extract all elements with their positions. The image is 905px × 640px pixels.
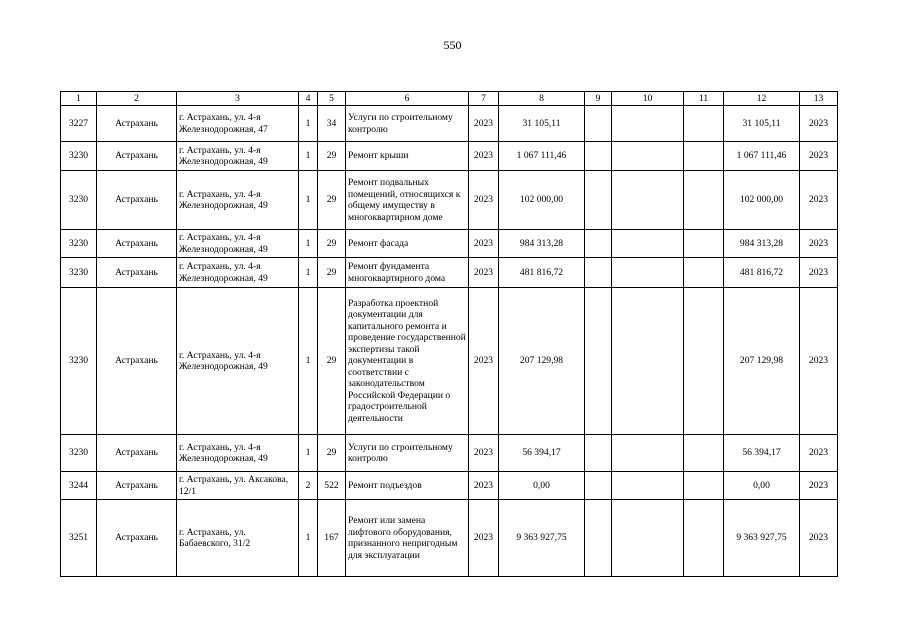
column-number: 7	[469, 92, 499, 106]
cell-year-end: 2023	[800, 288, 838, 435]
cell-col9	[585, 435, 612, 472]
page-number: 550	[443, 38, 462, 52]
cell-year: 2023	[469, 106, 499, 142]
cell-year-end: 2023	[800, 171, 838, 230]
cell-id: 3230	[61, 230, 97, 258]
cell-col5: 167	[318, 500, 346, 577]
cell-col4: 1	[299, 230, 318, 258]
cell-id: 3244	[61, 472, 97, 500]
cell-col10	[612, 171, 684, 230]
cell-col10	[612, 288, 684, 435]
cell-city: Астрахань	[97, 500, 177, 577]
cell-col10	[612, 258, 684, 288]
cell-id: 3230	[61, 171, 97, 230]
cell-year: 2023	[469, 288, 499, 435]
cell-cost: 102 000,00	[499, 171, 585, 230]
cell-col5: 29	[318, 171, 346, 230]
table-row	[61, 288, 838, 435]
cell-col5: 522	[318, 472, 346, 500]
cell-address: г. Астрахань, ул. 4-я Железнодорожная, 49	[177, 171, 299, 230]
cell-total: 56 394,17	[724, 435, 800, 472]
cell-col10	[612, 106, 684, 142]
column-number: 11	[684, 92, 724, 106]
cell-year: 2023	[469, 435, 499, 472]
cell-col4: 1	[299, 288, 318, 435]
cell-col11	[684, 106, 724, 142]
cell-year-end: 2023	[800, 142, 838, 171]
cell-work-type: Разработка проектной документации для капитального ремонта и проведение государственной экспертизы такой документации в соответствии с законодательством Российской Федерации о градостроительной деятельности	[346, 288, 469, 435]
cell-year: 2023	[469, 472, 499, 500]
cell-col10	[612, 500, 684, 577]
cell-work-type: Услуги по строительному контролю	[346, 106, 469, 142]
column-number: 3	[177, 92, 299, 106]
cell-cost: 1 067 111,46	[499, 142, 585, 171]
cell-work-type: Ремонт подвальных помещений, относящихся к общему имуществу в многоквартирном доме	[346, 171, 469, 230]
cell-col5: 29	[318, 230, 346, 258]
table-row	[61, 258, 838, 288]
cell-col9	[585, 472, 612, 500]
column-number-row	[61, 92, 838, 106]
cell-total: 102 000,00	[724, 171, 800, 230]
cell-year: 2023	[469, 500, 499, 577]
cell-id: 3230	[61, 288, 97, 435]
cell-cost: 0,00	[499, 472, 585, 500]
cell-year: 2023	[469, 142, 499, 171]
column-number: 6	[346, 92, 469, 106]
cell-year-end: 2023	[800, 258, 838, 288]
column-number: 2	[97, 92, 177, 106]
cell-cost: 56 394,17	[499, 435, 585, 472]
cell-address: г. Астрахань, ул. 4-я Железнодорожная, 49	[177, 258, 299, 288]
cell-city: Астрахань	[97, 472, 177, 500]
cell-col4: 1	[299, 142, 318, 171]
cell-address: г. Астрахань, ул. Бабаевского, 31/2	[177, 500, 299, 577]
cell-col4: 1	[299, 500, 318, 577]
cell-address: г. Астрахань, ул. 4-я Железнодорожная, 47	[177, 106, 299, 142]
cell-col10	[612, 435, 684, 472]
column-number: 1	[61, 92, 97, 106]
cell-cost: 31 105,11	[499, 106, 585, 142]
cell-total: 481 816,72	[724, 258, 800, 288]
cell-col5: 34	[318, 106, 346, 142]
capital-repair-table	[60, 91, 838, 577]
cell-address: г. Астрахань, ул. 4-я Железнодорожная, 49	[177, 288, 299, 435]
cell-city: Астрахань	[97, 171, 177, 230]
table-row	[61, 472, 838, 500]
cell-col9	[585, 500, 612, 577]
cell-col11	[684, 435, 724, 472]
cell-year-end: 2023	[800, 435, 838, 472]
cell-city: Астрахань	[97, 142, 177, 171]
cell-city: Астрахань	[97, 435, 177, 472]
cell-col4: 1	[299, 258, 318, 288]
column-number: 10	[612, 92, 684, 106]
cell-cost: 481 816,72	[499, 258, 585, 288]
cell-year: 2023	[469, 171, 499, 230]
cell-work-type: Услуги по строительному контролю	[346, 435, 469, 472]
table-row	[61, 171, 838, 230]
cell-col11	[684, 142, 724, 171]
cell-address: г. Астрахань, ул. 4-я Железнодорожная, 49	[177, 230, 299, 258]
table-row	[61, 435, 838, 472]
cell-col11	[684, 288, 724, 435]
cell-col9	[585, 171, 612, 230]
cell-cost: 9 363 927,75	[499, 500, 585, 577]
cell-col9	[585, 288, 612, 435]
cell-col11	[684, 472, 724, 500]
table-row	[61, 106, 838, 142]
cell-col4: 2	[299, 472, 318, 500]
cell-city: Астрахань	[97, 288, 177, 435]
cell-address: г. Астрахань, ул. 4-я Железнодорожная, 49	[177, 435, 299, 472]
cell-work-type: Ремонт крыши	[346, 142, 469, 171]
cell-work-type: Ремонт или замена лифтового оборудования, признанного непригодным для эксплуатации	[346, 500, 469, 577]
column-number: 9	[585, 92, 612, 106]
cell-address: г. Астрахань, ул. 4-я Железнодорожная, 49	[177, 142, 299, 171]
cell-total: 1 067 111,46	[724, 142, 800, 171]
cell-col9	[585, 142, 612, 171]
cell-id: 3251	[61, 500, 97, 577]
table-row	[61, 500, 838, 577]
cell-col10	[612, 472, 684, 500]
cell-col11	[684, 230, 724, 258]
cell-col9	[585, 106, 612, 142]
column-number: 4	[299, 92, 318, 106]
cell-year-end: 2023	[800, 500, 838, 577]
column-number: 13	[800, 92, 838, 106]
cell-work-type: Ремонт фундамента многоквартирного дома	[346, 258, 469, 288]
cell-col11	[684, 500, 724, 577]
cell-col4: 1	[299, 171, 318, 230]
cell-work-type: Ремонт подъездов	[346, 472, 469, 500]
cell-address: г. Астрахань, ул. Аксакова, 12/1	[177, 472, 299, 500]
cell-id: 3230	[61, 435, 97, 472]
cell-city: Астрахань	[97, 106, 177, 142]
cell-total: 984 313,28	[724, 230, 800, 258]
column-number: 5	[318, 92, 346, 106]
cell-id: 3227	[61, 106, 97, 142]
column-number: 8	[499, 92, 585, 106]
cell-id: 3230	[61, 258, 97, 288]
cell-total: 0,00	[724, 472, 800, 500]
cell-col5: 29	[318, 435, 346, 472]
cell-total: 207 129,98	[724, 288, 800, 435]
cell-cost: 984 313,28	[499, 230, 585, 258]
cell-col10	[612, 230, 684, 258]
cell-year: 2023	[469, 230, 499, 258]
cell-total: 9 363 927,75	[724, 500, 800, 577]
table-row	[61, 230, 838, 258]
cell-col5: 29	[318, 258, 346, 288]
cell-col11	[684, 258, 724, 288]
cell-col4: 1	[299, 106, 318, 142]
cell-id: 3230	[61, 142, 97, 171]
cell-col11	[684, 171, 724, 230]
cell-col9	[585, 258, 612, 288]
cell-cost: 207 129,98	[499, 288, 585, 435]
cell-city: Астрахань	[97, 258, 177, 288]
cell-col9	[585, 230, 612, 258]
cell-city: Астрахань	[97, 230, 177, 258]
column-number: 12	[724, 92, 800, 106]
cell-year: 2023	[469, 258, 499, 288]
cell-year-end: 2023	[800, 472, 838, 500]
cell-total: 31 105,11	[724, 106, 800, 142]
cell-col5: 29	[318, 142, 346, 171]
table-body	[61, 92, 838, 577]
cell-col5: 29	[318, 288, 346, 435]
cell-year-end: 2023	[800, 230, 838, 258]
cell-year-end: 2023	[800, 106, 838, 142]
cell-col10	[612, 142, 684, 171]
cell-col4: 1	[299, 435, 318, 472]
table-row	[61, 142, 838, 171]
cell-work-type: Ремонт фасада	[346, 230, 469, 258]
